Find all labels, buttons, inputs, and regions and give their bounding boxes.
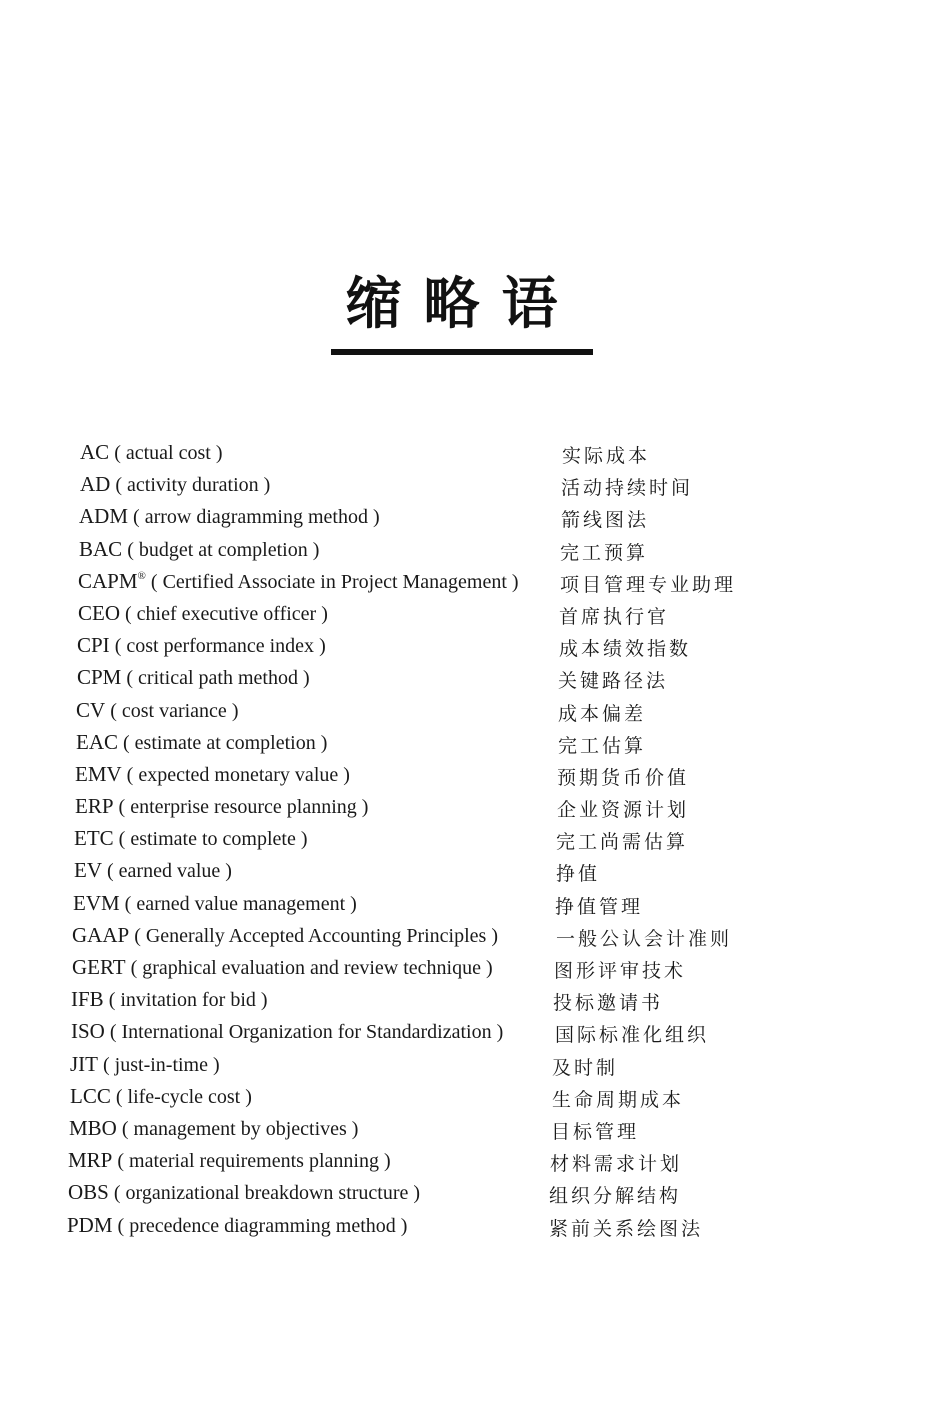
list-item xyxy=(0,952,950,984)
entry-english: EVM ( earned value management ) xyxy=(73,890,357,915)
list-item xyxy=(0,662,950,694)
list-item xyxy=(0,1016,950,1048)
list-item xyxy=(0,695,950,727)
list-item xyxy=(0,598,950,630)
entry-chinese: 成本偏差 xyxy=(558,702,647,725)
list-item xyxy=(0,501,950,533)
list-item xyxy=(0,1113,950,1145)
entry-chinese: 预期货币价值 xyxy=(557,766,690,789)
entry-english: ERP ( enterprise resource planning ) xyxy=(75,794,369,819)
list-item xyxy=(0,1145,950,1177)
list-item xyxy=(0,920,950,952)
list-item xyxy=(0,1210,950,1242)
entry-chinese: 活动持续时间 xyxy=(561,477,694,500)
entry-english: JIT ( just-in-time ) xyxy=(70,1051,220,1076)
list-item xyxy=(0,791,950,823)
entry-english: MBO ( management by objectives ) xyxy=(69,1115,359,1140)
entry-english: GAAP ( Generally Accepted Accounting Principles ) xyxy=(72,922,498,947)
entry-english: LCC ( life-cycle cost ) xyxy=(70,1083,252,1108)
entry-english: CAPM® ( Certified Associate in Project Management ) xyxy=(78,568,519,593)
list-item xyxy=(0,1049,950,1081)
entry-chinese: 紧前关系绘图法 xyxy=(549,1217,704,1240)
entry-chinese: 挣值管理 xyxy=(555,895,644,918)
list-item xyxy=(0,823,950,855)
list-item xyxy=(0,727,950,759)
entry-english: OBS ( organizational breakdown structure ) xyxy=(68,1180,421,1205)
entry-chinese: 一般公认会计准则 xyxy=(556,927,733,950)
entry-english: ISO ( International Organization for Standardization ) xyxy=(71,1019,504,1044)
entry-chinese: 成本绩效指数 xyxy=(559,638,692,661)
list-item xyxy=(0,1081,950,1113)
entry-english: BAC ( budget at completion ) xyxy=(79,536,320,561)
list-item xyxy=(0,1177,950,1209)
entry-chinese: 组织分解结构 xyxy=(549,1185,682,1208)
list-item xyxy=(0,437,950,469)
entry-chinese: 关键路径法 xyxy=(558,670,669,693)
entry-chinese: 投标邀请书 xyxy=(553,992,664,1015)
list-item xyxy=(0,888,950,920)
entry-chinese: 挣值 xyxy=(556,863,601,886)
entry-english: EMV ( expected monetary value ) xyxy=(75,761,350,786)
page-title: 缩略语 xyxy=(345,271,580,337)
entry-chinese: 首席执行官 xyxy=(559,605,670,628)
entry-chinese: 完工估算 xyxy=(558,734,647,757)
list-item xyxy=(0,630,950,662)
title-underline xyxy=(331,349,593,355)
entry-english: EV ( earned value ) xyxy=(74,858,232,883)
entry-english: AD ( activity duration ) xyxy=(80,472,271,497)
abbreviation-list xyxy=(0,437,950,1242)
entry-english: EAC ( estimate at completion ) xyxy=(76,729,328,754)
entry-english: GERT ( graphical evaluation and review technique ) xyxy=(72,955,493,979)
entry-chinese: 完工尚需估算 xyxy=(556,831,689,854)
list-item xyxy=(0,566,950,598)
entry-chinese: 图形评审技术 xyxy=(554,960,687,982)
entry-english: CV ( cost variance ) xyxy=(76,697,239,722)
entry-english: CEO ( chief executive officer ) xyxy=(78,600,328,625)
entry-chinese: 完工预算 xyxy=(560,541,649,564)
entry-chinese: 及时制 xyxy=(552,1056,619,1079)
list-item xyxy=(0,759,950,791)
entry-chinese: 项目管理专业助理 xyxy=(560,573,737,596)
list-item xyxy=(0,984,950,1016)
list-item xyxy=(0,534,950,566)
entry-chinese: 目标管理 xyxy=(551,1120,640,1143)
entry-english: ADM ( arrow diagramming method ) xyxy=(79,504,380,529)
entry-chinese: 实际成本 xyxy=(562,445,651,467)
entry-chinese: 材料需求计划 xyxy=(550,1153,683,1176)
entry-chinese: 箭线图法 xyxy=(561,509,650,532)
entry-english: CPM ( critical path method ) xyxy=(77,665,310,690)
entry-chinese: 国际标准化组织 xyxy=(555,1024,710,1047)
entry-chinese: 生命周期成本 xyxy=(552,1088,685,1111)
entry-english: AC ( actual cost ) xyxy=(80,440,223,464)
entry-english: CPI ( cost performance index ) xyxy=(77,633,326,658)
entry-chinese: 企业资源计划 xyxy=(557,799,690,822)
list-item xyxy=(0,469,950,501)
entry-english: MRP ( material requirements planning ) xyxy=(68,1148,391,1173)
entry-english: PDM ( precedence diagramming method ) xyxy=(67,1212,408,1237)
list-item xyxy=(0,855,950,887)
entry-english: IFB ( invitation for bid ) xyxy=(71,987,268,1012)
entry-english: ETC ( estimate to complete ) xyxy=(74,826,308,851)
